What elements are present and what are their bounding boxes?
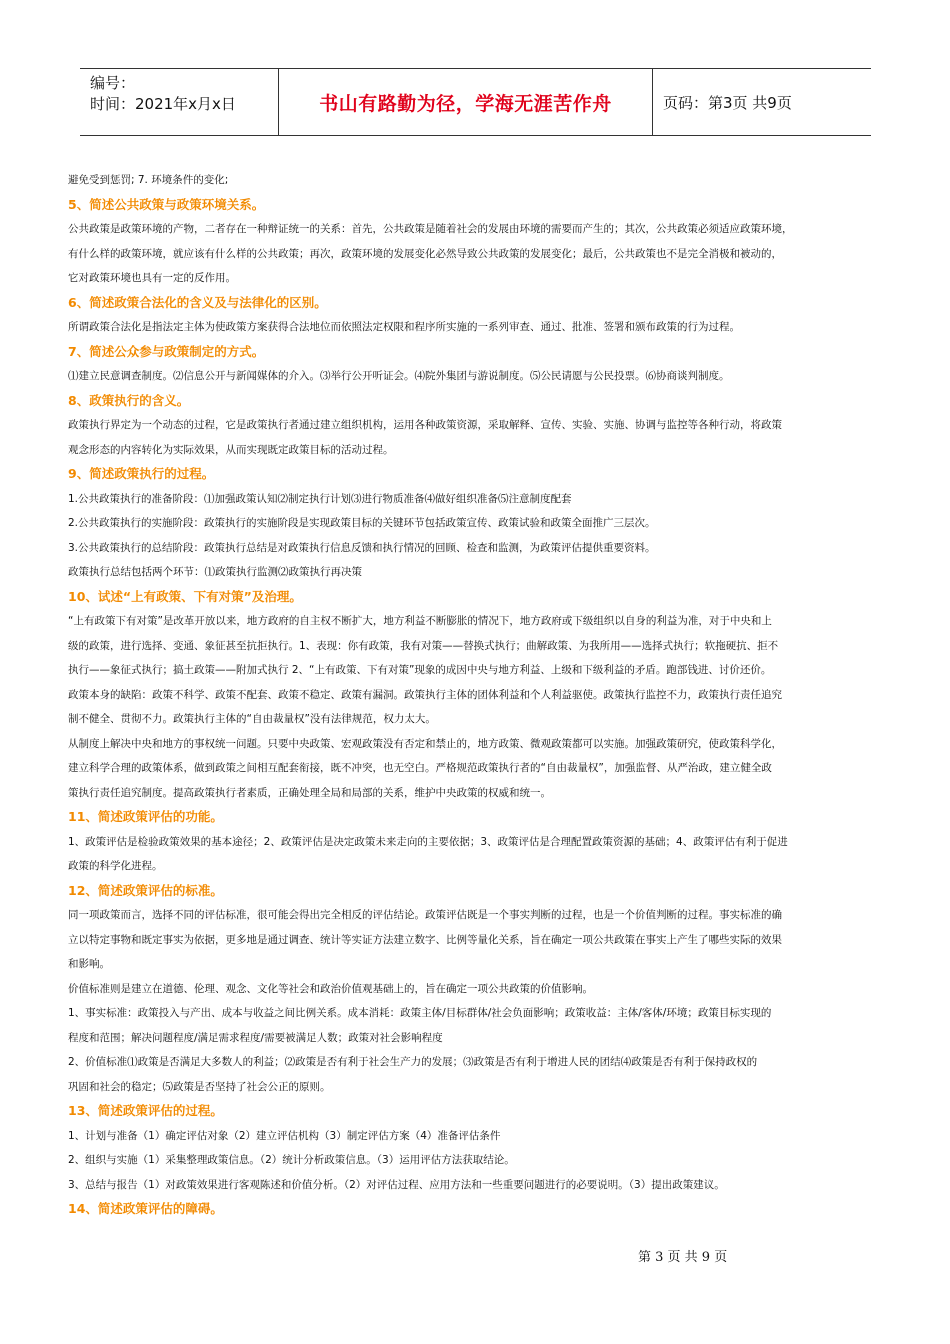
section-heading: 10、试述“上有政策、下有对策”及治理。 xyxy=(68,588,302,604)
section-heading: 5、简述公共政策与政策环境关系。 xyxy=(68,196,265,212)
paragraph-line: 它对政策环境也具有一定的反作用。 xyxy=(68,272,236,284)
section-heading: 7、简述公众参与政策制定的方式。 xyxy=(68,343,265,359)
paragraph-line: 级的政策，进行选择、变通、象征甚至抗拒执行。1、表现：你有政策，我有对策——替换式执行；曲解政策、为我所用——选择式执行；软拖硬抗、拒不 xyxy=(68,639,779,652)
paragraph-line: 有什么样的政策环境，就应该有什么样的公共政策；再次，政策环境的发展变化必然导致公共政策的发展变化；最后，公共政策也不是完全消极和被动的， xyxy=(68,247,782,260)
paragraph-line: “上有政策下有对策”是改革开放以来，地方政府的自主权不断扩大，地方利益不断膨胀的情况下，地方政府或下级组织以自身的利益为准，对于中央和上 xyxy=(68,615,772,627)
paragraph-line: 2.公共政策执行的实施阶段：政策执行的实施阶段是实现政策目标的关键环节包括政策宣传、政策试验和政策全面推广三层次。 xyxy=(68,517,656,529)
header-page-label: 页码：第3页 共9页 xyxy=(663,93,792,112)
paragraph-line: 1.公共政策执行的准备阶段：⑴加强政策认知⑵制定执行计划⑶进行物质准备⑷做好组织准备⑸注意制度配套 xyxy=(68,492,572,505)
paragraph-line: 同一项政策而言，选择不同的评估标准，很可能会得出完全相反的评估结论。政策评估既是一个事实判断的过程，也是一个价值判断的过程。事实标准的确 xyxy=(68,909,782,921)
paragraph-line: 1、计划与准备（1）确定评估对象（2）建立评估机构（3）制定评估方案（4）准备评估条件 xyxy=(68,1129,501,1142)
paragraph-line: 1、事实标准：政策投入与产出、成本与收益之间比例关系。成本消耗：政策主体/目标群体/社会负面影响；政策收益：主体/客体/环境；政策目标实现的 xyxy=(68,1007,772,1019)
paragraph-line: 价值标准则是建立在道德、伦理、观念、文化等社会和政治价值观基础上的，旨在确定一项公共政策的价值影响。 xyxy=(68,982,593,995)
paragraph-line: 政策本身的缺陷：政策不科学、政策不配套、政策不稳定、政策有漏洞。政策执行主体的团体利益和个人利益驱使。政策执行监控不力，政策执行责任追究 xyxy=(68,688,782,701)
section-heading: 14、简述政策评估的障碍。 xyxy=(68,1201,223,1216)
paragraph-line: 政策的科学化进程。 xyxy=(68,860,163,872)
section-heading: 9、简述政策执行的过程。 xyxy=(68,466,215,481)
section-heading: 11、简述政策评估的功能。 xyxy=(68,809,223,824)
paragraph-line: 政策执行界定为一个动态的过程，它是政策执行者通过建立组织机构，运用各种政策资源，采取解释、宣传、实验、实施、协调与监控等各种行动，将政策 xyxy=(68,419,782,431)
section-heading: 6、简述政策合法化的含义及与法律化的区别。 xyxy=(68,294,327,310)
paragraph-line: 公共政策是政策环境的产物，二者存在一种辩证统一的关系：首先，公共政策是随着社会的发展由环境的需要而产生的；其次，公共政策必须适应政策环境， xyxy=(68,223,793,235)
paragraph-line: ⑴建立民意调查制度。⑵信息公开与新闻媒体的介入。⑶举行公开听证会。⑷院外集团与游说制度。⑸公民请愿与公民投票。⑹协商谈判制度。 xyxy=(68,370,730,382)
paragraph-line: 和影响。 xyxy=(68,958,110,970)
paragraph-line: 2、组织与实施（1）采集整理政策信息。（2）统计分析政策信息。（3）运用评估方法获取结论。 xyxy=(68,1154,515,1166)
paragraph-line: 3、总结与报告（1）对政策效果进行客观陈述和价值分析。（2）对评估过程、应用方法和一些重要问题进行的必要说明。（3）提出政策建议。 xyxy=(68,1178,725,1191)
paragraph-line: 制不健全、贯彻不力。政策执行主体的“自由裁量权”没有法律规范，权力太大。 xyxy=(68,713,436,725)
section-heading: 12、简述政策评估的标准。 xyxy=(68,882,223,898)
paragraph-line: 立以特定事物和既定事实为依据，更多地是通过调查、统计等实证方法建立数字、比例等量化关系，旨在确定一项公共政策在事实上产生了哪些实际的效果 xyxy=(68,933,782,946)
paragraph-line: 巩固和社会的稳定；⑸政策是否坚持了社会公正的原则。 xyxy=(68,1080,331,1093)
paragraph-line: 3.公共政策执行的总结阶段：政策执行总结是对政策执行信息反馈和执行情况的回顾、检查和监测，为政策评估提供重要资料。 xyxy=(68,541,656,554)
paragraph-line: 建立科学合理的政策体系，做到政策之间相互配套衔接，既不冲突，也无空白。严格规范政策执行者的“自由裁量权”，加强监督、从严治政，建立健全政 xyxy=(68,762,772,774)
paragraph-line: 2、价值标准⑴政策是否满足大多数人的利益；⑵政策是否有利于社会生产力的发展；⑶政策是否有利于增进人民的团结⑷政策是否有利于保持政权的 xyxy=(68,1056,758,1068)
section-heading: 13、简述政策评估的过程。 xyxy=(68,1103,223,1118)
paragraph-line: 程度和范围；解决问题程度/满足需求程度/需要被满足人数；政策对社会影响程度 xyxy=(68,1031,443,1044)
header-slogan: 书山有路勤为径，学海无涯苦作舟 xyxy=(278,69,653,135)
document-body xyxy=(68,168,888,1222)
paragraph-line: 所谓政策合法化是指法定主体为使政策方案获得合法地位而依照法定权限和程序所实施的一系列审查、通过、批准、签署和颁布政策的行为过程。 xyxy=(68,321,740,333)
paragraph-line: 政策执行总结包括两个环节：⑴政策执行监测⑵政策执行再决策 xyxy=(68,566,362,578)
header-meta xyxy=(80,69,278,135)
paragraph-line: 避免受到惩罚; 7. 环境条件的变化; xyxy=(68,174,229,186)
document-number-label: 编号： xyxy=(90,74,136,92)
document-time-label: 时间：2021年x月x日 xyxy=(90,95,236,113)
page-footer: 第 3 页 共 9 页 xyxy=(638,1250,728,1265)
paragraph-line: 策执行责任追究制度。提高政策执行者素质，正确处理全局和局部的关系，维护中央政策的权威和统一。 xyxy=(68,786,551,799)
paragraph-line: 执行——象征式执行；搞土政策——附加式执行 2、“上有政策、下有对策”现象的成因中央与地方利益、上级和下级利益的矛盾。跑部钱进、讨价还价。 xyxy=(68,664,772,676)
section-heading: 8、政策执行的含义。 xyxy=(68,392,190,408)
paragraph-line: 从制度上解决中央和地方的事权统一问题。只要中央政策、宏观政策没有否定和禁止的，地方政策、微观政策都可以实施。加强政策研究，使政策科学化， xyxy=(68,737,782,750)
paragraph-line: 观念形态的内容转化为实际效果，从而实现既定政策目标的活动过程。 xyxy=(68,443,394,456)
paragraph-line: 1、政策评估是检验政策效果的基本途径；2、政策评估是决定政策未来走向的主要依据；3、政策评估是合理配置政策资源的基础；4、政策评估有利于促进 xyxy=(68,835,788,848)
page-header xyxy=(80,68,871,136)
